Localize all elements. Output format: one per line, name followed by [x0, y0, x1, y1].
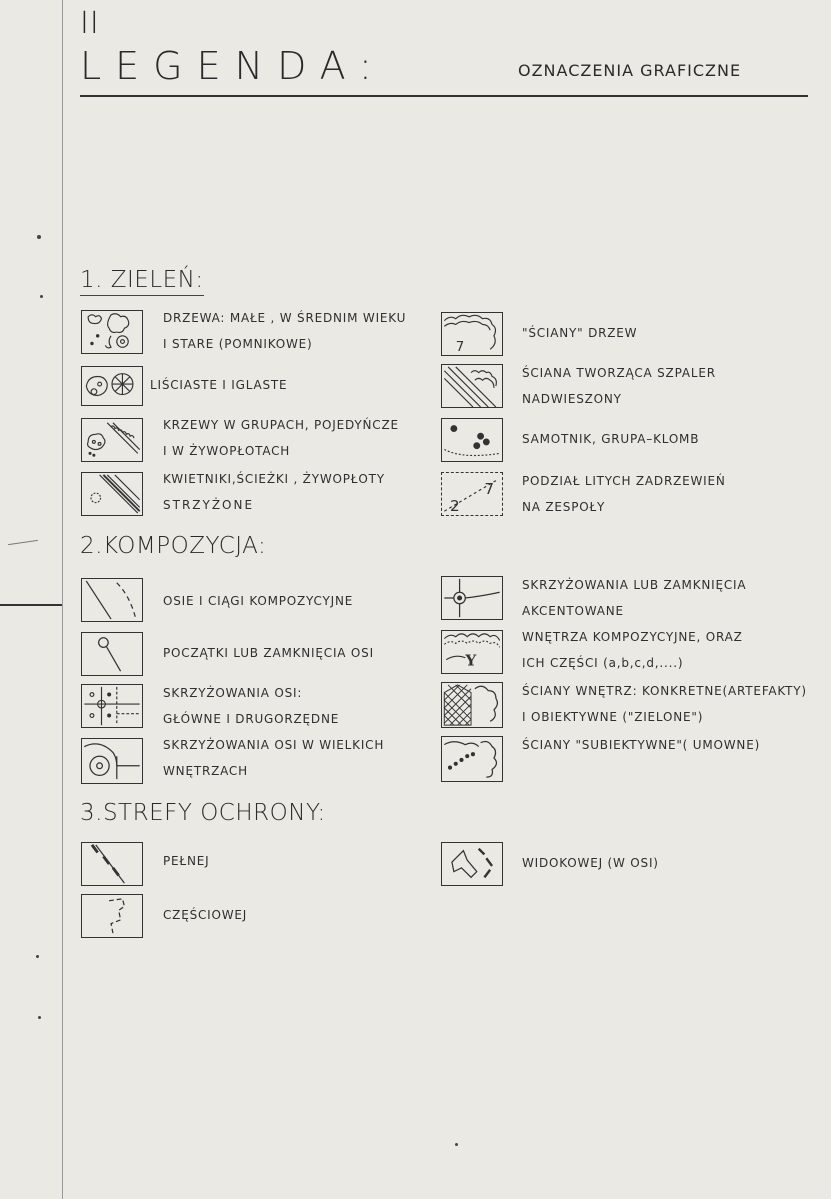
legend-text [522, 572, 746, 624]
page-subtitle: OZNACZENIA GRAFICZNE [518, 61, 742, 80]
speck [36, 955, 39, 958]
legend-line: PODZIAŁ LITYCH ZADRZEWIEŃ [522, 474, 726, 488]
section-heading-text: 1. ZIELEŃ: [80, 267, 204, 293]
full-protection-icon [81, 842, 143, 886]
legend-line: ŚCIANA TWORZĄCA SZPALER [522, 366, 716, 380]
axes-icon [81, 578, 143, 622]
legend-line: STRZYŻONE [163, 498, 255, 512]
header-rule [80, 95, 808, 97]
axis-crossings-icon [81, 684, 143, 728]
tree-walls-icon [441, 312, 503, 356]
deciduous-coniferous-icon [81, 366, 143, 406]
section-heading-text: 3.STREFY OCHRONY: [80, 800, 326, 826]
legend-text [163, 412, 399, 464]
subjective-walls-icon [441, 736, 503, 782]
accented-crossings-icon [441, 576, 503, 620]
legend-text [522, 732, 760, 758]
legend-line: I W ŻYWOPŁOTACH [163, 444, 291, 458]
partial-protection-icon [81, 894, 143, 938]
axis-start-end-icon [81, 632, 143, 676]
legend-line: NA ZESPOŁY [522, 500, 606, 514]
legend-line: WNĘTRZA KOMPOZYCYJNE, ORAZ [522, 630, 743, 644]
legend-text [163, 848, 209, 874]
legend-text [163, 640, 374, 666]
stand-number: 7 [484, 480, 495, 498]
legend-line: OSIE I CIĄGI KOMPOZYCYJNE [163, 594, 354, 608]
speck [37, 235, 41, 239]
compositional-interiors-icon [441, 630, 503, 674]
legend-line: GŁÓWNE I DRUGORZĘDNE [163, 712, 340, 726]
legend-text [163, 680, 339, 732]
legend-text [522, 360, 716, 412]
legend-text [522, 678, 807, 730]
legend-line: KRZEWY W GRUPACH, POJEDYŃCZE [163, 418, 399, 432]
legend-line: POCZĄTKI LUB ZAMKNIĘCIA OSI [163, 646, 374, 660]
speck [38, 1016, 41, 1019]
legend-line: SKRZYŻOWANIA LUB ZAMKNIĘCIA [522, 578, 747, 592]
legend-text [522, 624, 743, 676]
stand-division-icon [441, 472, 503, 516]
section-heading-kompozycja [80, 533, 266, 559]
overhanging-alley-icon [441, 364, 503, 408]
interior-letter: Y [465, 651, 477, 670]
legend-line: NADWIESZONY [522, 392, 622, 406]
legend-line: SAMOTNIK, GRUPA–KLOMB [522, 432, 700, 446]
margin-tick [0, 604, 62, 606]
legend-line: PEŁNEJ [163, 854, 210, 868]
legend-line: ŚCIANY WNĘTRZ: KONKRETNE(ARTEFAKTY) [522, 684, 807, 698]
legend-line: KWIETNIKI,ŚCIEŻKI , ŻYWOPŁOTY [163, 472, 385, 486]
legend-text [163, 466, 385, 518]
legend-text [163, 732, 384, 784]
wall-number: 7 [455, 340, 465, 355]
legend-line: I STARE (POMNIKOWE) [163, 337, 313, 351]
legend-line: LIŚCIASTE I IGLASTE [150, 378, 288, 392]
page-margin-line [62, 0, 63, 1199]
stand-number: 2 [450, 497, 460, 515]
shrubs-icon [81, 418, 143, 462]
legend-line: WIDOKOWEJ (W OSI) [522, 856, 659, 870]
flowerbeds-paths-hedges-icon [81, 472, 143, 516]
large-interior-crossings-icon [81, 738, 143, 784]
legend-line: WNĘTRZACH [163, 764, 248, 778]
legend-text [522, 468, 726, 520]
legend-line: ŚCIANY "SUBIEKTYWNE"( UMOWNE) [522, 738, 761, 752]
legend-text [522, 850, 659, 876]
legend-line: I OBIEKTYWNE ("ZIELONE") [522, 710, 704, 724]
legend-text [163, 902, 247, 928]
section-heading-strefy [80, 800, 326, 826]
section-heading-text: 2.KOMPOZYCJA: [80, 533, 267, 559]
legend-line: ICH CZĘŚCI (a,b,c,d,....) [522, 656, 684, 670]
legend-line: CZĘŚCIOWEJ [163, 908, 248, 922]
legend-text [150, 372, 287, 398]
section-heading-zielen [80, 267, 204, 293]
legend-text [522, 426, 699, 452]
margin-tick-small [8, 540, 38, 545]
legend-line: SKRZYŻOWANIA OSI: [163, 686, 303, 700]
page-title: LEGENDA: [80, 44, 386, 88]
solitary-group-icon [441, 418, 503, 462]
speck [40, 295, 43, 298]
legend-text [522, 320, 637, 346]
view-protection-icon [441, 842, 503, 886]
legend-line: SKRZYŻOWANIA OSI W WIELKICH [163, 738, 385, 752]
section-number: II [80, 6, 100, 41]
legend-line: DRZEWA: MAŁE , W ŚREDNIM WIEKU [163, 311, 407, 325]
speck [455, 1143, 458, 1146]
legend-line: AKCENTOWANE [522, 604, 624, 618]
legend-line: "ŚCIANY" DRZEW [522, 326, 638, 340]
interior-walls-icon [441, 682, 503, 728]
legend-text [163, 305, 406, 357]
legend-text [163, 588, 353, 614]
heading-underline [80, 295, 204, 297]
trees-small-medium-old-icon [81, 310, 143, 354]
